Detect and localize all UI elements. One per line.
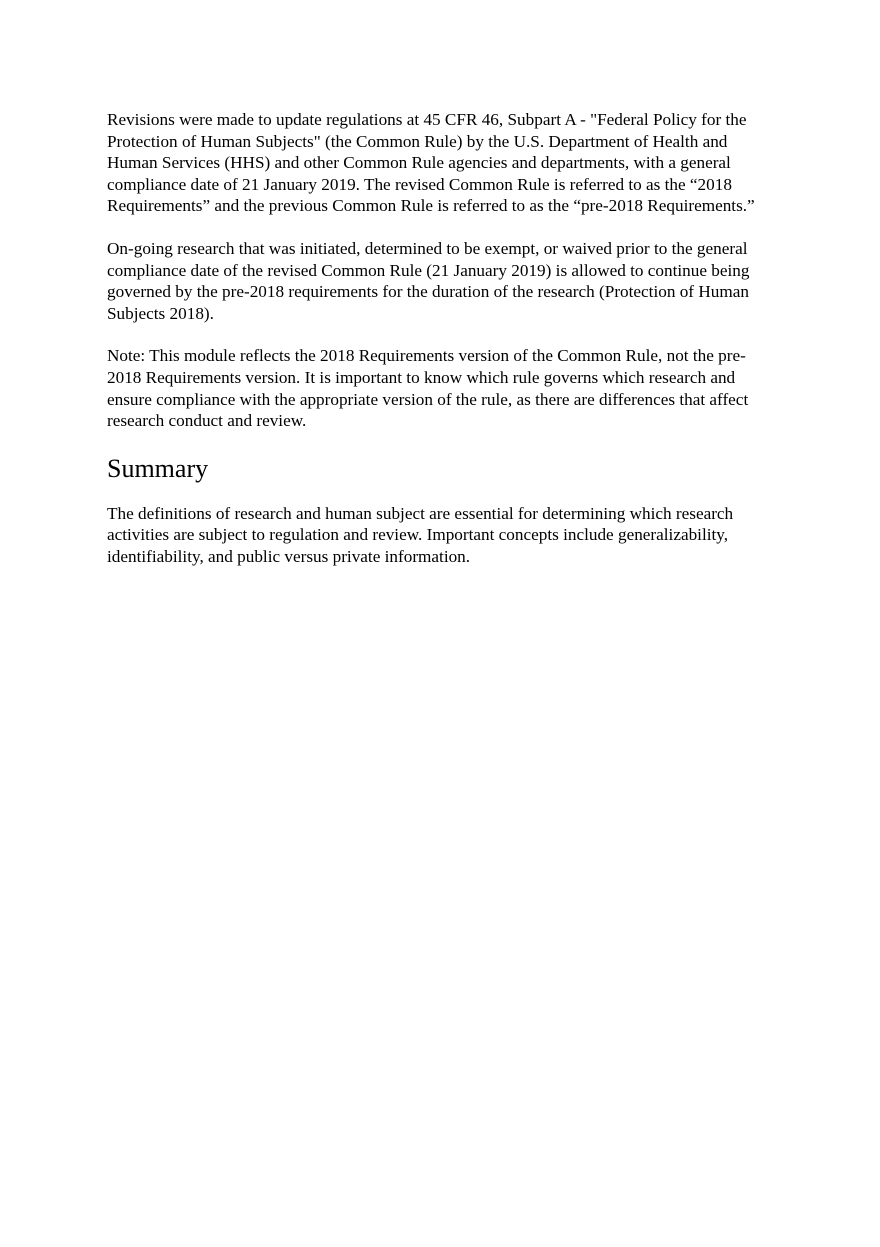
summary-heading: Summary xyxy=(107,453,209,483)
document-page xyxy=(107,109,775,568)
paragraph-summary: The definitions of research and human subject are essential for determining which research activities are subject to regulation and review. Important concepts include generalizability, identifiability, and public versus private information. xyxy=(107,503,734,566)
paragraph-note: Note: This module reflects the 2018 Requirements version of the Common Rule, not the pre-2018 Requirements version. It is important to know which rule governs which research and ensure compliance with the appropriate version of the rule, as there are differences that affect research conduct and review. xyxy=(107,346,749,431)
paragraph-ongoing-research: On-going research that was initiated, determined to be exempt, or waived prior to the general compliance date of the revised Common Rule (21 January 2019) is allowed to continue being governed by the pre-2018 requirements for the duration of the research (Protection of Human Subjects 2018). xyxy=(107,238,750,323)
paragraph-revisions: Revisions were made to update regulations at 45 CFR 46, Subpart A - "Federal Policy for the Protection of Human Subjects" (the Common Rule) by the U.S. Department of Health and Human Services (HHS) and other Common Rule agencies and departments, with a general compliance date of 21 January 2019. The revised Common Rule is referred to as the “2018 Requirements” and the previous Common Rule is referred to as the “pre-2018 Requirements.” xyxy=(107,110,755,216)
